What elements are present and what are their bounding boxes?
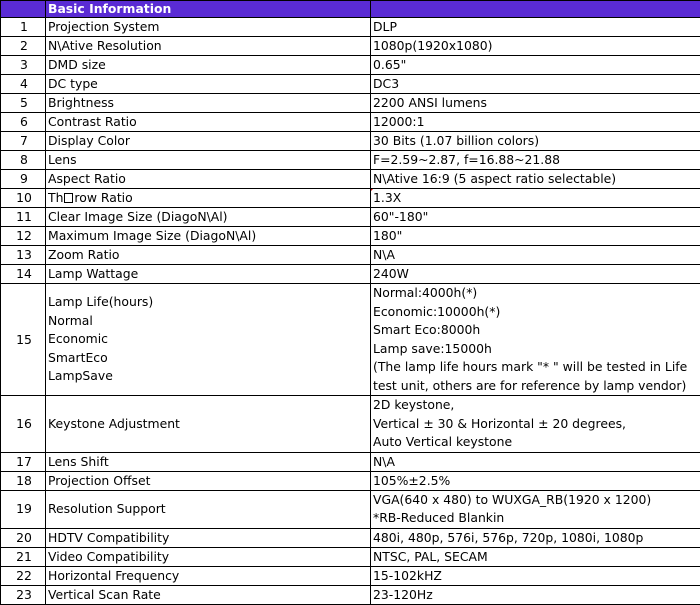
spec-value-text: 1.3X xyxy=(373,190,401,205)
spec-name-line: SmartEco xyxy=(48,349,370,368)
table-row xyxy=(1,471,700,490)
spec-name: Brightness xyxy=(46,94,371,113)
spec-value: 480i, 480p, 576i, 576p, 720p, 1080i, 1080p xyxy=(371,528,700,547)
spec-value xyxy=(371,490,700,528)
row-number: 2 xyxy=(1,37,46,56)
spec-value xyxy=(371,396,700,453)
header-value-cell xyxy=(371,1,700,18)
row-number: 22 xyxy=(1,566,46,585)
spec-name: DC type xyxy=(46,75,371,94)
table-row xyxy=(1,113,700,132)
row-number: 16 xyxy=(1,396,46,453)
section-title: Basic Information xyxy=(46,1,371,18)
spec-name: Aspect Ratio xyxy=(46,170,371,189)
spec-value xyxy=(371,284,700,396)
spec-value-line: test unit, others are for reference by lamp vendor) xyxy=(373,377,700,396)
table-row xyxy=(1,94,700,113)
spec-name xyxy=(46,284,371,396)
row-number: 5 xyxy=(1,94,46,113)
row-number: 21 xyxy=(1,547,46,566)
spec-value: N\A xyxy=(371,246,700,265)
spec-value: F=2.59~2.87, f=16.88~21.88 xyxy=(371,151,700,170)
row-number: 11 xyxy=(1,208,46,227)
spec-name: Lens xyxy=(46,151,371,170)
row-number: 10 xyxy=(1,189,46,208)
row-number: 7 xyxy=(1,132,46,151)
row-number: 17 xyxy=(1,452,46,471)
spec-value: 105%±2.5% xyxy=(371,471,700,490)
spec-value-line: Lamp save:15000h xyxy=(373,340,700,359)
spec-value: 12000:1 xyxy=(371,113,700,132)
table-row xyxy=(1,566,700,585)
table-row xyxy=(1,189,700,208)
spec-name: Vertical Scan Rate xyxy=(46,585,371,604)
spec-name: Zoom Ratio xyxy=(46,246,371,265)
spec-value: 240W xyxy=(371,265,700,284)
spec-name: Projection System xyxy=(46,18,371,37)
spec-value-line: (The lamp life hours mark "* " will be tested in Life xyxy=(373,358,700,377)
row-number: 4 xyxy=(1,75,46,94)
spec-name xyxy=(46,189,371,208)
spec-value: DC3 xyxy=(371,75,700,94)
table-row xyxy=(1,396,700,453)
spec-value-line: Normal:4000h(*) xyxy=(373,284,700,303)
spec-value: N\A xyxy=(371,452,700,471)
comment-marker-icon xyxy=(371,189,375,194)
row-number: 20 xyxy=(1,528,46,547)
spec-value-line: Vertical ± 30 & Horizontal ± 20 degrees, xyxy=(373,415,700,434)
table-row xyxy=(1,490,700,528)
table-row xyxy=(1,547,700,566)
spec-name-line: Normal xyxy=(48,312,370,331)
row-number: 9 xyxy=(1,170,46,189)
row-number: 18 xyxy=(1,471,46,490)
spec-name: Horizontal Frequency xyxy=(46,566,371,585)
row-number: 8 xyxy=(1,151,46,170)
spec-value: 1080p(1920x1080) xyxy=(371,37,700,56)
row-number: 14 xyxy=(1,265,46,284)
table-row xyxy=(1,170,700,189)
spec-name-part: Th xyxy=(48,190,63,205)
row-number: 6 xyxy=(1,113,46,132)
spec-value-line: 2D keystone, xyxy=(373,396,700,415)
table-row xyxy=(1,208,700,227)
spec-value: 60"-180" xyxy=(371,208,700,227)
row-number: 19 xyxy=(1,490,46,528)
table-row xyxy=(1,151,700,170)
table-row xyxy=(1,75,700,94)
row-number: 3 xyxy=(1,56,46,75)
spec-name: DMD size xyxy=(46,56,371,75)
spec-value-line: Smart Eco:8000h xyxy=(373,321,700,340)
spec-name-line: LampSave xyxy=(48,367,370,386)
spec-value: 2200 ANSI lumens xyxy=(371,94,700,113)
spec-value: 15-102kHZ xyxy=(371,566,700,585)
header-num-cell xyxy=(1,1,46,18)
spec-value: NTSC, PAL, SECAM xyxy=(371,547,700,566)
table-row xyxy=(1,56,700,75)
spec-name-part: row Ratio xyxy=(74,190,132,205)
table-row xyxy=(1,265,700,284)
table-row xyxy=(1,132,700,151)
spec-name: HDTV Compatibility xyxy=(46,528,371,547)
spec-name: Clear Image Size (DiagoN\Al) xyxy=(46,208,371,227)
spec-value: 0.65" xyxy=(371,56,700,75)
row-number: 12 xyxy=(1,227,46,246)
table-row xyxy=(1,528,700,547)
spec-name-line: Economic xyxy=(48,330,370,349)
spec-name: Display Color xyxy=(46,132,371,151)
spec-name: Lamp Wattage xyxy=(46,265,371,284)
spec-name: Lens Shift xyxy=(46,452,371,471)
table-row xyxy=(1,227,700,246)
spec-name-line: Lamp Life(hours) xyxy=(48,293,370,312)
table-row xyxy=(1,37,700,56)
table-row xyxy=(1,18,700,37)
missing-glyph-box-icon xyxy=(64,193,73,203)
spec-name: Contrast Ratio xyxy=(46,113,371,132)
table-row xyxy=(1,246,700,265)
row-number: 15 xyxy=(1,284,46,396)
spec-value-line: Auto Vertical keystone xyxy=(373,433,700,452)
row-number: 13 xyxy=(1,246,46,265)
spec-value: 23-120Hz xyxy=(371,585,700,604)
spec-name: N\Ative Resolution xyxy=(46,37,371,56)
spec-value: 180" xyxy=(371,227,700,246)
spec-value-line: VGA(640 x 480) to WUXGA_RB(1920 x 1200) xyxy=(373,491,700,510)
spec-name: Keystone Adjustment xyxy=(46,396,371,453)
table-header-row xyxy=(1,1,700,18)
spec-name: Video Compatibility xyxy=(46,547,371,566)
table-row xyxy=(1,585,700,604)
spec-name: Resolution Support xyxy=(46,490,371,528)
spec-value: 30 Bits (1.07 billion colors) xyxy=(371,132,700,151)
spec-name: Projection Offset xyxy=(46,471,371,490)
spec-name: Maximum Image Size (DiagoN\Al) xyxy=(46,227,371,246)
spec-value xyxy=(371,189,700,208)
spec-value: DLP xyxy=(371,18,700,37)
spec-value-line: Economic:10000h(*) xyxy=(373,303,700,322)
spec-value-line: *RB-Reduced Blankin xyxy=(373,509,700,528)
row-number: 23 xyxy=(1,585,46,604)
table-row xyxy=(1,452,700,471)
row-number: 1 xyxy=(1,18,46,37)
spec-value: N\Ative 16:9 (5 aspect ratio selectable) xyxy=(371,170,700,189)
table-row xyxy=(1,284,700,396)
